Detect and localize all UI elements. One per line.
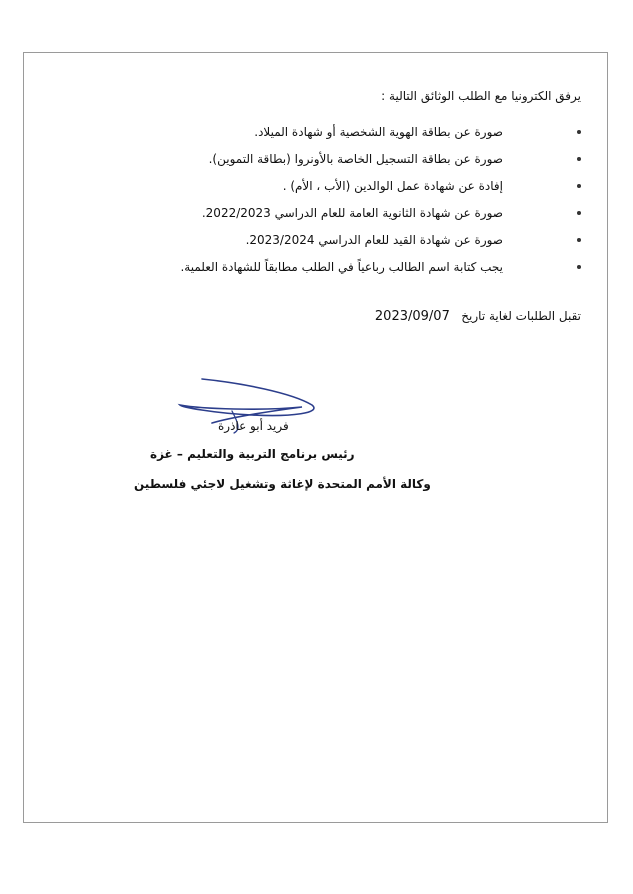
document-text: صورة عن شهادة الثانوية العامة للعام الدراسي 2022/2023. [201,206,503,220]
list-item [121,122,581,149]
documents-list [121,122,581,284]
document-text: إفادة عن شهادة عمل الوالدين (الأب ، الأم) . [282,179,503,193]
document-text: صورة عن بطاقة التسجيل الخاصة بالأونروا (بطاقة التموين). [208,152,503,166]
list-item [121,257,581,284]
intro-text: يرفق الكترونيا مع الطلب الوثائق التالية : [381,89,581,103]
document-text: صورة عن شهادة القيد للعام الدراسي 2023/2024. [245,233,503,247]
deadline-label: تقبل الطلبات لغاية تاريخ [461,309,581,323]
document-text: يجب كتابة اسم الطالب رباعياً في الطلب مطابقاً للشهادة العلمية. [180,260,503,274]
deadline-date: 2023/09/07 [374,309,450,324]
list-item [121,230,581,257]
signer-title: رئيس برنامج التربية والتعليم – غزة [150,447,355,461]
signer-name: فريد أبو عاذرة [218,419,289,433]
deadline-line [375,309,581,324]
bullet-icon [577,238,581,242]
bullet-icon [577,184,581,188]
bullet-icon [577,130,581,134]
list-item [121,203,581,230]
document-text: صورة عن بطاقة الهوية الشخصية أو شهادة الميلاد. [254,125,503,139]
signer-organization: وكالة الأمم المتحدة لإغاثة وتشغيل لاجئي فلسطين [134,477,431,491]
bullet-icon [577,211,581,215]
bullet-icon [577,157,581,161]
list-item [121,149,581,176]
list-item [121,176,581,203]
bullet-icon [577,265,581,269]
